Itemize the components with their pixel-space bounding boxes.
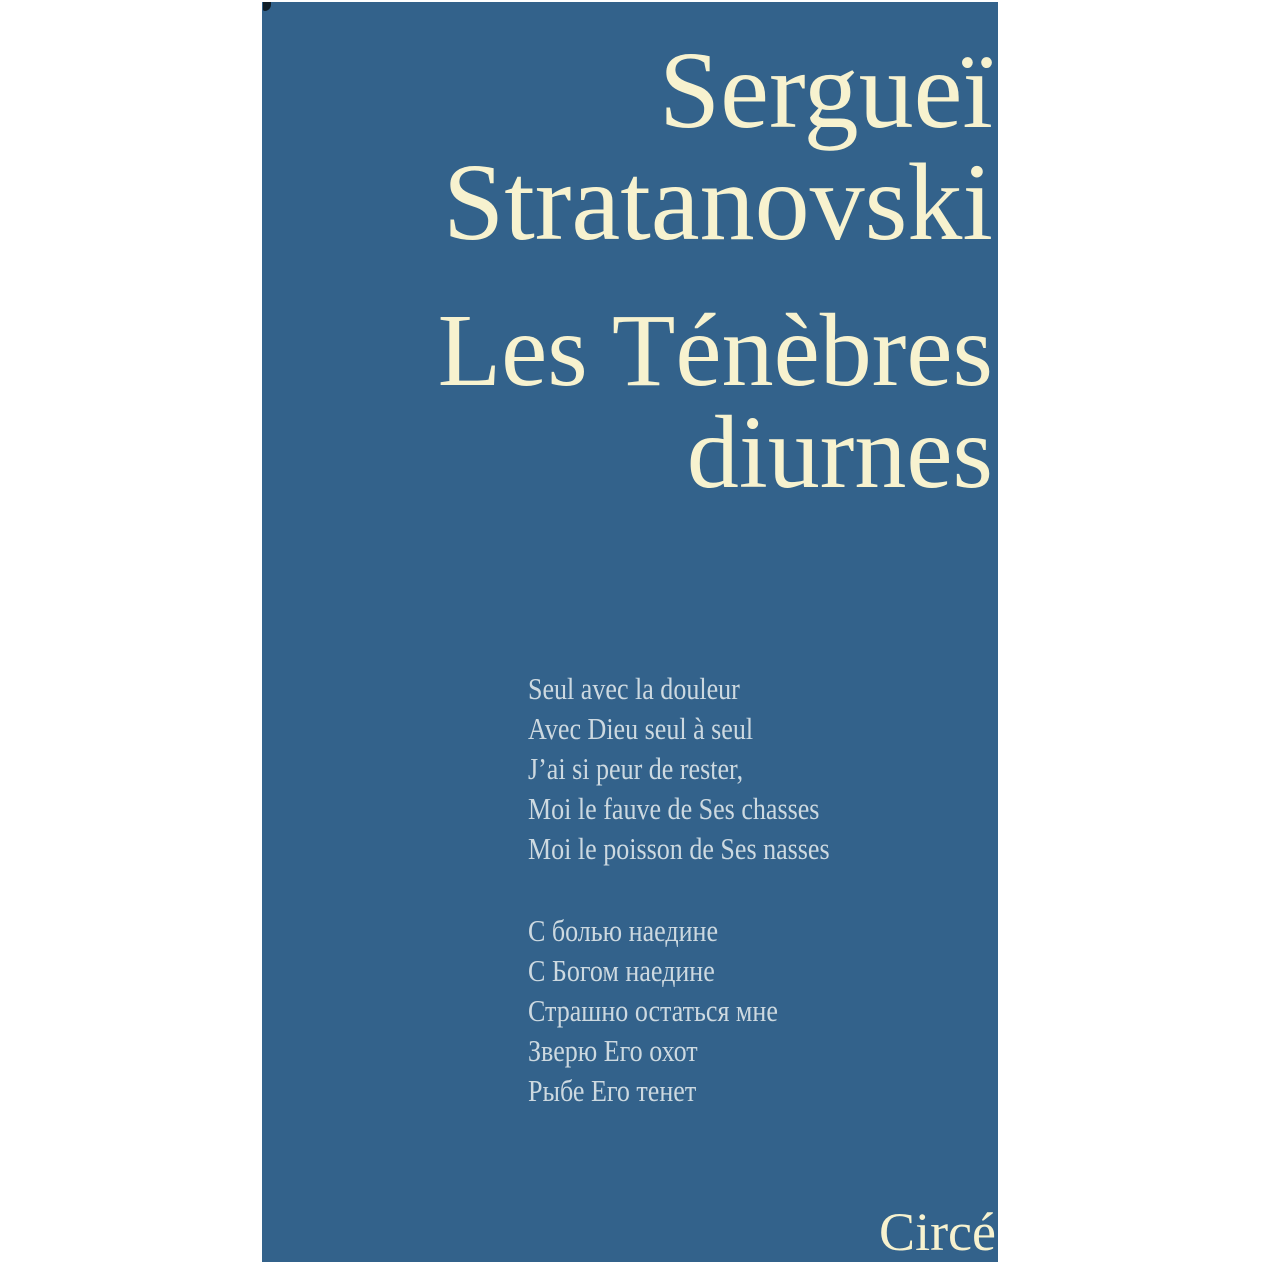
title-line-2: diurnes: [686, 395, 993, 510]
poem-line: Avec Dieu seul à seul: [528, 711, 754, 746]
poem-russian: [528, 911, 778, 1111]
poem-line: J’ai si peur de rester,: [528, 751, 744, 786]
poem-line: Рыбе Его тенет: [528, 1073, 697, 1108]
poem-line: С Богом наедине: [528, 953, 715, 988]
author-line-2: Stratanovski: [443, 141, 993, 263]
poem-line: Страшно остаться мне: [528, 993, 778, 1028]
poem-line: Moi le poisson de Ses nasses: [528, 831, 830, 866]
poem-line: С болью наедине: [528, 913, 719, 948]
publisher-logo-text: Circé: [879, 1202, 996, 1262]
book-cover: [262, 2, 998, 1262]
author-line-1: Sergueï: [658, 29, 993, 151]
poem-french: [528, 669, 830, 869]
scan-artifact-mark: [263, 2, 271, 11]
poem-line: Зверю Его охот: [528, 1033, 698, 1068]
title-line-1: Les Ténèbres: [437, 293, 993, 408]
poem-line: Seul avec la douleur: [528, 671, 740, 706]
poem-line: Moi le fauve de Ses chasses: [528, 791, 820, 826]
book-title: [437, 293, 993, 510]
author-name: [443, 29, 993, 263]
